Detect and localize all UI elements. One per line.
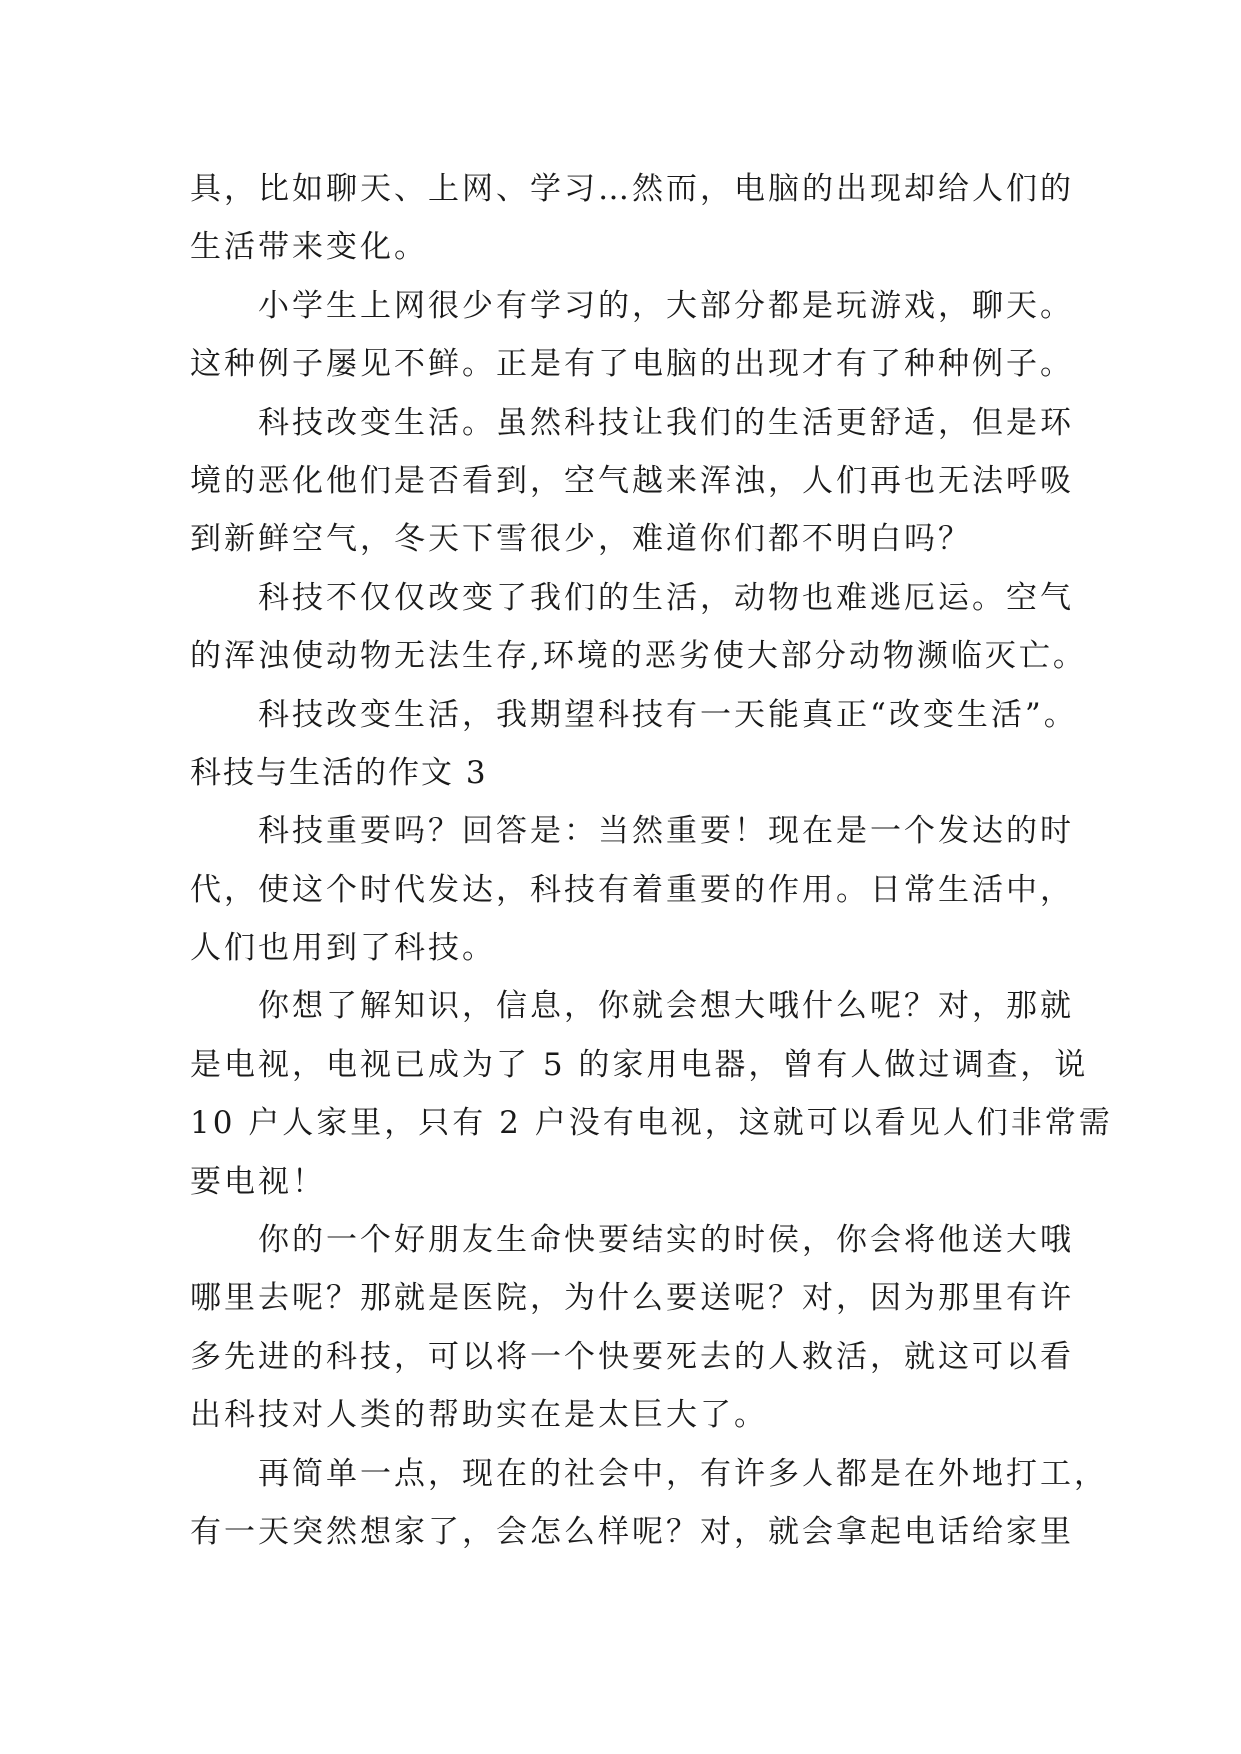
text-line: 科技改变生活，我期望科技有一天能真正“改变生活”。 [258, 696, 1078, 733]
text-line: 多先进的科技，可以将一个快要死去的人救活，就这可以看 [190, 1338, 1074, 1375]
text-line: 你想了解知识，信息，你就会想大哦什么呢？对，那就 [258, 988, 1074, 1025]
essay-body [190, 160, 1113, 1561]
text-line: 10 户人家里，只有 2 户没有电视，这就可以看见人们非常需 [190, 1105, 1113, 1142]
text-line: 有一天突然想家了，会怎么样呢？对，就会拿起电话给家里 [190, 1513, 1074, 1550]
text-line: 再简单一点，现在的社会中，有许多人都是在外地打工， [258, 1455, 1108, 1492]
text-line: 人们也用到了科技。 [190, 930, 496, 967]
text-line: 这种例子屡见不鲜。正是有了电脑的出现才有了种种例子。 [190, 346, 1074, 383]
text-line: 科技不仅仅改变了我们的生活，动物也难逃厄运。空气 [258, 579, 1074, 616]
text-line: 代，使这个时代发达，科技有着重要的作用。日常生活中， [190, 871, 1074, 908]
text-line: 要电视！ [190, 1163, 326, 1200]
text-line: 科技重要吗？回答是：当然重要！现在是一个发达的时 [258, 813, 1074, 850]
text-line: 生活带来变化。 [190, 229, 428, 266]
text-line: 的浑浊使动物无法生存,环境的恶劣使大部分动物濒临灭亡。 [190, 638, 1087, 675]
text-line: 出科技对人类的帮助实在是太巨大了。 [190, 1397, 768, 1434]
text-line: 科技改变生活。虽然科技让我们的生活更舒适，但是环 [258, 404, 1074, 441]
section-heading: 科技与生活的作文 3 [190, 754, 488, 791]
text-line: 你的一个好朋友生命快要结实的时侯，你会将他送大哦 [258, 1222, 1074, 1259]
text-line: 境的恶化他们是否看到，空气越来浑浊，人们再也无法呼吸 [190, 462, 1074, 499]
text-line: 小学生上网很少有学习的，大部分都是玩游戏，聊天。 [258, 287, 1074, 324]
text-line: 是电视，电视已成为了 5 的家用电器，曾有人做过调查，说 [190, 1046, 1089, 1083]
text-line: 具，比如聊天、上网、学习…然而，电脑的出现却给人们的 [190, 171, 1074, 207]
text-line: 哪里去呢？那就是医院，为什么要送呢？对，因为那里有许 [190, 1280, 1074, 1317]
text-line: 到新鲜空气，冬天下雪很少，难道你们都不明白吗？ [190, 521, 972, 558]
